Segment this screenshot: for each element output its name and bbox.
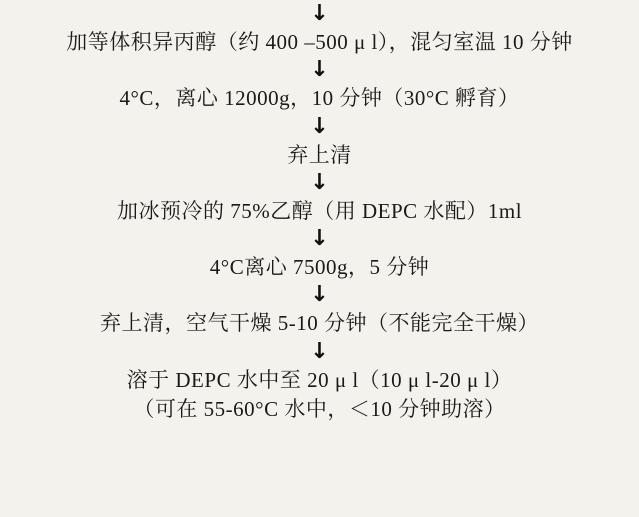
- flow-step-5: 4°C离心 7500g，5 分钟: [209, 255, 430, 279]
- flow-step-2: 4°C，离心 12000g，10 分钟（30°C 孵育）: [119, 86, 520, 111]
- arrow-icon: ↓: [310, 282, 329, 308]
- flow-step-3: 弃上清: [287, 142, 352, 167]
- flow-step-1: 加等体积异丙醇（约 400 –500 μ l），混匀室温 10 分钟: [66, 30, 573, 54]
- flow-step-4: 加冰预冷的 75%乙醇（用 DEPC 水配）1ml: [116, 198, 523, 223]
- flow-step-7-note: （可在 55-60°C 水中，＜10 分钟助溶）: [133, 396, 506, 421]
- arrow-icon: ↓: [310, 57, 329, 83]
- arrow-icon: ↓: [310, 1, 329, 26]
- arrow-icon: ↓: [310, 169, 329, 195]
- arrow-icon: ↓: [310, 338, 329, 364]
- flow-step-6: 弃上清，空气干燥 5-10 分钟（不能完全干燥）: [100, 311, 539, 336]
- arrow-icon: ↓: [310, 226, 329, 251]
- arrow-icon: ↓: [310, 113, 329, 139]
- flow-step-7: 溶于 DEPC 水中至 20 μ l（10 μ l-20 μ l）: [126, 367, 513, 392]
